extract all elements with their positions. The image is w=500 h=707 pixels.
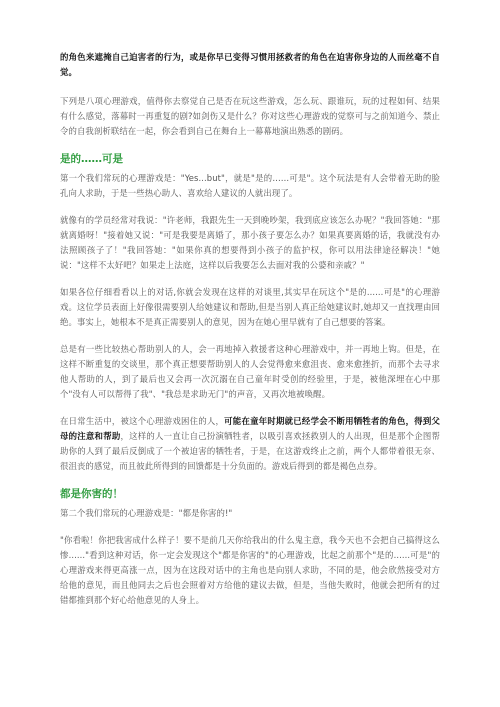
spacer bbox=[60, 273, 440, 285]
spacer bbox=[60, 201, 440, 213]
spacer bbox=[60, 80, 440, 94]
intro-paragraph: 的角色来遮掩自己迫害者的行为，或是你早已变得习惯用拯救者的角色在迫害你身边的人而丝毫不自觉。 bbox=[60, 52, 440, 77]
paragraph: "你看啦！你把我害成什么样子！要不是前几天你给我出的什么鬼主意，我今天也不会把自己搞得这么惨......"看到这种对话，你一定会发现这个"都是你害的"的心理游戏，比起之前那个"是的......可是"的心理游戏来得更高涨一点，因为在这段对话中的主角也是向别人求助，不同的是，他会欣然接受对方给他的意见，而且他同去之后也会照着对方给他的建议去做，但是，当他失败时，他就会把所有的过错都推到那个好心给他意见的人身上。 bbox=[60, 535, 440, 605]
paragraph bbox=[60, 414, 440, 474]
spacer bbox=[60, 139, 440, 151]
lead-paragraph: 下列是八项心理游戏，值得你去察觉自己是否在玩这些游戏，怎么玩、跟谁玩，玩的过程如何、结果有什么感觉，落幕时一再重复的剧?如剑伤又是什么？你对这些心理游戏的觉察可与之前知道今、禁止令的自我剖析联结在一起，你会看到自己在舞台上一幕幕地演出熟悉的剧码。 bbox=[60, 96, 440, 136]
document-page bbox=[60, 50, 440, 608]
spacer bbox=[60, 474, 440, 486]
spacer bbox=[60, 521, 440, 533]
paragraph: 第二个我们常玩的心理游戏是："都是你害的!" bbox=[60, 508, 233, 518]
paragraph: 就像有的学员经常对我说："许老师，我跟先生一天到晚吵架，我到底应该怎么办呢？"我回答她："那就离婚呀！"接着她又说："可是我要是离婚了，那小孩子要怎么办？如果真要离婚的话，我就没有办法照顾孩子了！"我回答她："如果你真的想要得到小孩子的监护权，你可以用法律途径解决！"她说："这样不太好吧？如果走上法庭，这样以后我要怎么去面对我的公婆和亲戚？" bbox=[60, 215, 440, 270]
spacer bbox=[60, 330, 440, 342]
spacer bbox=[60, 402, 440, 414]
paragraph: 第一个我们常玩的心理游戏是："Yes...but"，就是"是的……可是"。这个玩法是有人会带着无助的脸孔向人求助，于是一些热心助人、喜欢给人建议的人就出现了。 bbox=[60, 173, 440, 198]
text-run: ，这样的人一直让自己扮演牺牲者，以吸引喜欢拯救别人的人出现，但是那个企图帮助你的人到了最后反倒成了一个被迫害的牺牲者，于是，在这游戏终止之前，两个人都带着很无奈、很沮丧的感觉，而且彼此所得到的回馈都是十分负面的。游戏后得到的都是褐色点券。 bbox=[60, 431, 440, 471]
paragraph: 如果各位仔细看看以上的对话,你就会发现在这样的对谈里,其实早在玩这个"是的......可是"的心理游戏。这位学员表面上好像很需要别人给她建议和帮助,但是当别人真正给她建议时,她却又一直找理由回绝。事实上，她根本不是真正需要别人的意见，因为在她心里早就有了自己想要的答案。 bbox=[60, 287, 440, 327]
section-heading-your-fault: 都是你害的！ bbox=[60, 488, 123, 500]
section-heading-yes-but: 是的……可是 bbox=[60, 153, 123, 165]
paragraph: 总是有一些比较热心帮助别人的人，会一再地掉入救援者这种心理游戏中，并一再地上钩。但是，在这样不断重复的交谈里，那个真正想要帮助别人的人会觉得愈来愈沮丧、愈来愈挫折，而那个去寻求他人帮助的人，到了最后也又会再一次沉溺在自己童年时受创的经验里，于是，被他深埋在心中那个"没有人可以帮得了我"、"我总是求助无门"的声音，又再次地被唤醒。 bbox=[60, 344, 440, 399]
emphasis-text: 可能在童年时期就已经学会不断用牺牲者的角色，得到父母的注意和帮助 bbox=[60, 416, 441, 441]
text-run: 在日常生活中，被这个心理游戏困住的人， bbox=[60, 416, 225, 426]
